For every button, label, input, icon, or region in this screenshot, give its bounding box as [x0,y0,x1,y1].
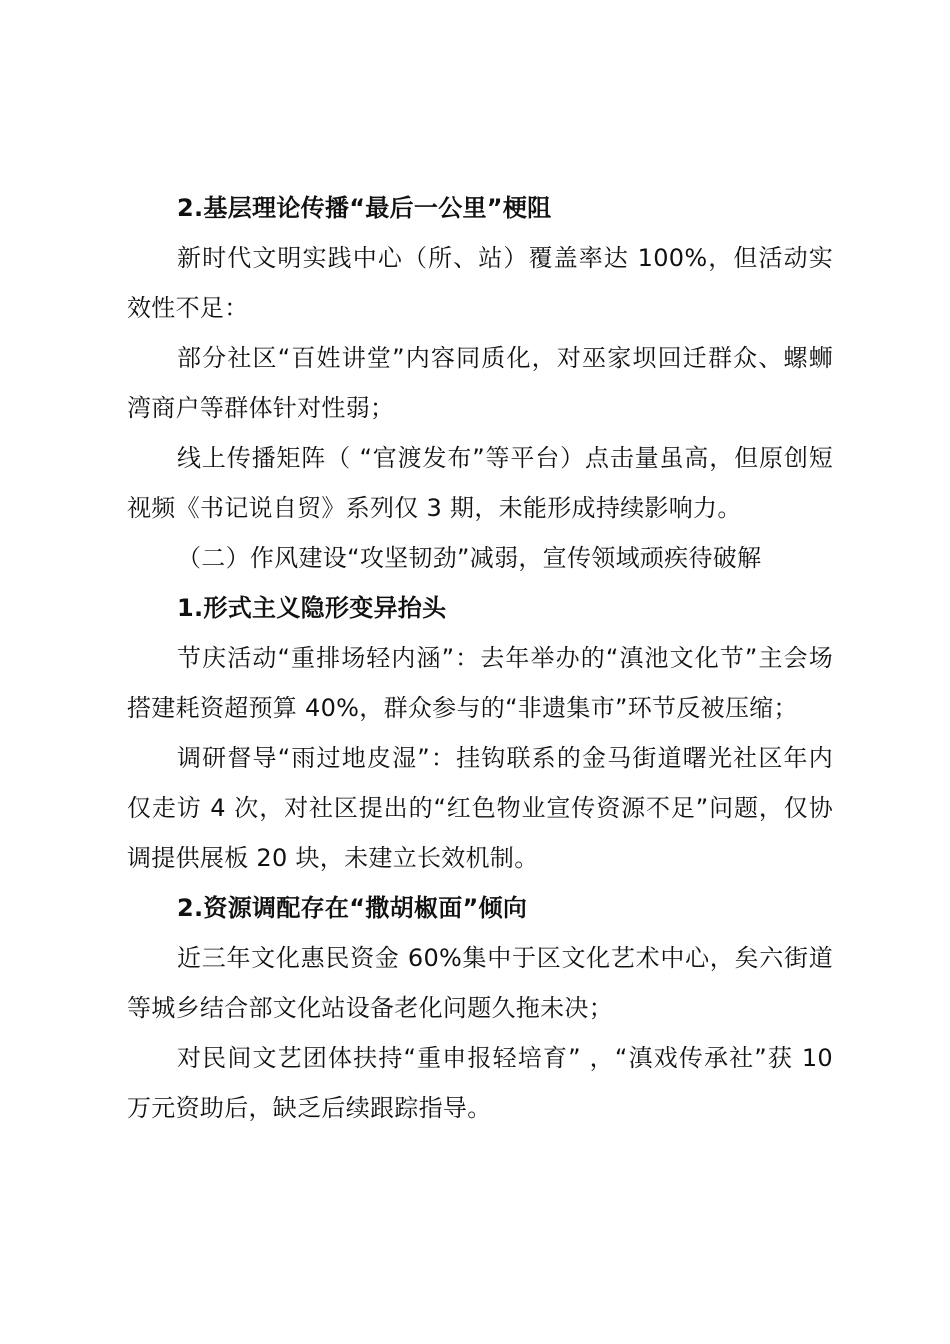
section-heading-resource-allocation: 2.资源调配存在“撒胡椒面”倾向 [177,894,528,922]
paragraph-practice-center-coverage: 新时代文明实践中心（所、站）覆盖率达 100%，但活动实效性不足： [127,244,833,322]
paragraph-community-lecture: 部分社区“百姓讲堂”内容同质化，对巫家坝回迁群众、螺蛳湾商户等群体针对性弱； [127,344,833,422]
section-heading-formalism: 1.形式主义隐形变异抬头 [177,594,447,622]
section-heading-work-style: （二）作风建设“攻坚韧劲”减弱，宣传领域顽疾待破解 [177,544,762,572]
section-heading-grassroots-theory: 2.基层理论传播“最后一公里”梗阻 [177,194,552,222]
paragraph-research-supervision: 调研督导“雨过地皮湿”：挂钩联系的金马街道曙光社区年内仅走访 4 次，对社区提出的“红色物业宣传资源不足”问题，仅协调提供展板 20 块，未建立长效机制。 [127,744,833,872]
paragraph-folk-art-support: 对民间文艺团体扶持“重申报轻培育” ，“滇戏传承社”获 10 万元资助后，缺乏后续跟踪指导。 [127,1044,833,1122]
paragraph-cultural-funds: 近三年文化惠民资金 60%集中于区文化艺术中心，矣六街道等城乡结合部文化站设备老化问题久拖未决； [127,944,833,1022]
paragraph-festival-activities: 节庆活动“重排场轻内涵”：去年举办的“滇池文化节”主会场搭建耗资超预算 40%，群众参与的“非遗集市”环节反被压缩； [127,644,833,722]
document-body [127,183,833,1133]
paragraph-online-matrix: 线上传播矩阵（ “官渡发布”等平台）点击量虽高，但原创短视频《书记说自贸》系列仅 3 期，未能形成持续影响力。 [127,444,833,522]
